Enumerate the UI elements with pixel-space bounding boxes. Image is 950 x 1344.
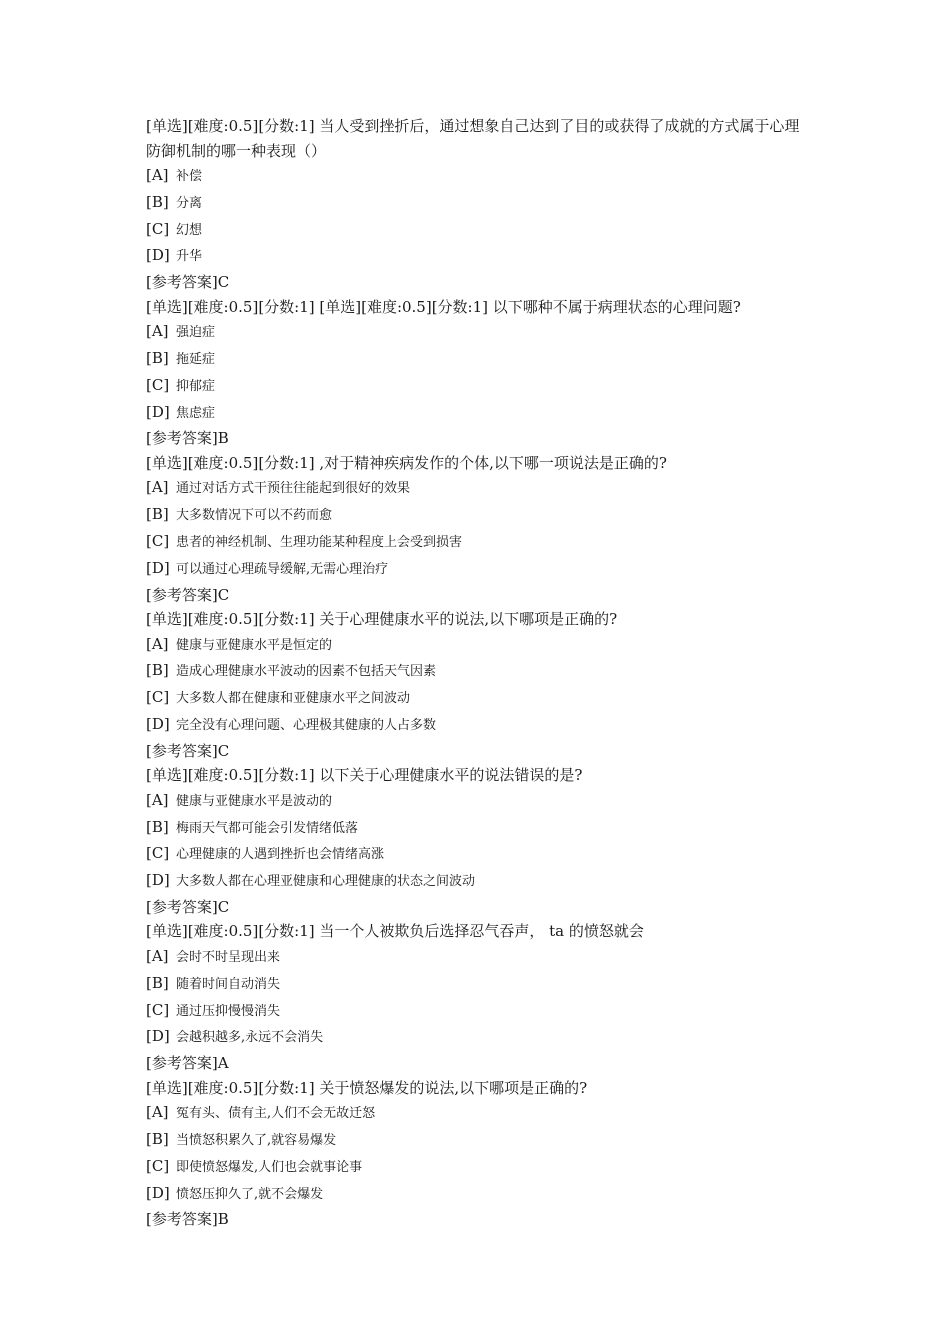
reference-answer: [参考答案]A [146,1054,229,1073]
option-text: 通过压抑慢慢消失 [176,1003,281,1019]
option-text: 健康与亚健康水平是恒定的 [176,637,333,653]
answer-option [146,529,806,556]
option-letter: [C] [146,844,170,863]
answer-option [146,685,806,712]
option-letter: [B] [146,973,169,992]
option-text: 可以通过心理疏导缓解,无需心理治疗 [176,561,389,577]
option-text: 大多数情况下可以不药而愈 [176,508,333,524]
option-letter: [A] [146,1103,169,1122]
option-letter: [D] [146,871,170,890]
reference-answer: [参考答案]C [146,741,230,760]
option-text: 完全没有心理问题、心理极其健康的人占多数 [176,717,437,733]
answer-option [146,190,806,217]
option-text: 会时不时呈现出来 [176,949,281,965]
answer-option [146,1100,806,1127]
question-block [146,451,806,607]
option-text: 即使愤怒爆发,人们也会就事论事 [176,1159,363,1175]
answer-option [146,712,806,739]
option-text: 当愤怒积累久了,就容易爆发 [176,1132,337,1148]
answer-option [146,788,806,815]
answer-option [146,815,806,842]
option-text: 大多数人都在心理亚健康和心理健康的状态之间波动 [176,874,476,890]
question-stem: [单选][难度:0.5][分数:1] 当一个人被欺负后选择忍气吞声， ta 的愤怒就会 [146,922,644,941]
answer-option [146,373,806,400]
option-text: 造成心理健康水平波动的因素不包括天气因素 [176,664,437,680]
option-text: 愤怒压抑久了,就不会爆发 [176,1186,324,1202]
answer-option [146,319,806,346]
option-letter: [B] [146,505,169,524]
option-text: 冤有头、债有主,人们不会无故迁怒 [176,1106,376,1122]
option-letter: [A] [146,166,169,184]
answer-option [146,243,806,270]
answer-option [146,163,806,190]
question-stem: [单选][难度:0.5][分数:1] 以下关于心理健康水平的说法错误的是? [146,766,583,785]
question-block [146,763,806,919]
option-text: 心理健康的人遇到挫折也会情绪高涨 [176,847,385,863]
answer-option [146,971,806,998]
question-document [146,114,806,1232]
question-stem: [单选][难度:0.5][分数:1] 关于心理健康水平的说法,以下哪项是正确的? [146,610,618,629]
option-text: 拖延症 [176,351,216,367]
option-letter: [D] [146,246,170,265]
option-letter: [B] [146,1129,169,1148]
option-text: 大多数人都在健康和亚健康水平之间波动 [176,691,411,707]
option-letter: [C] [146,688,170,707]
option-text: 患者的神经机制、生理功能某种程度上会受到损害 [176,534,463,550]
answer-option [146,944,806,971]
answer-option [146,346,806,373]
question-block [146,919,806,1075]
option-letter: [B] [146,817,169,836]
reference-answer: [参考答案]C [146,585,230,604]
option-text: 随着时间自动消失 [176,976,281,992]
option-letter: [B] [146,348,169,367]
answer-option [146,998,806,1025]
option-letter: [A] [146,322,169,341]
answer-option [146,841,806,868]
option-text: 通过对话方式干预往往能起到很好的效果 [176,481,411,497]
answer-option [146,400,806,427]
answer-option [146,556,806,583]
option-text: 会越积越多,永远不会消失 [176,1030,324,1046]
option-text: 分离 [176,195,203,211]
question-stem: [单选][难度:0.5][分数:1] 关于愤怒爆发的说法,以下哪项是正确的? [146,1078,588,1097]
option-letter: [C] [146,219,170,238]
option-letter: [A] [146,634,169,653]
question-stem: [单选][难度:0.5][分数:1] ,对于精神疾病发作的个体,以下哪一项说法是正确的? [146,453,667,472]
option-text: 健康与亚健康水平是波动的 [176,793,333,809]
option-letter: [B] [146,661,169,680]
question-stem: [单选][难度:0.5][分数:1] [单选][难度:0.5][分数:1] 以下哪种不属于病理状态的心理问题? [146,297,741,316]
option-letter: [A] [146,478,169,497]
question-block [146,114,806,295]
option-letter: [D] [146,1027,170,1046]
option-text: 抑郁症 [176,378,216,394]
option-text: 补偿 [176,169,203,184]
answer-option [146,1181,806,1208]
question-block [146,295,806,451]
option-letter: [D] [146,558,170,577]
option-text: 焦虑症 [176,405,216,421]
option-letter: [C] [146,1000,170,1019]
answer-option [146,632,806,659]
option-text: 升华 [176,249,203,265]
option-letter: [D] [146,1183,170,1202]
option-letter: [C] [146,375,170,394]
option-letter: [C] [146,1156,170,1175]
answer-option [146,658,806,685]
option-letter: [D] [146,714,170,733]
option-letter: [B] [146,192,169,211]
reference-answer: [参考答案]C [146,897,230,916]
answer-option [146,1024,806,1051]
question-block [146,1076,806,1232]
answer-option [146,1154,806,1181]
reference-answer: [参考答案]C [146,273,230,292]
question-stem: [单选][难度:0.5][分数:1] 当人受到挫折后，通过想象自己达到了目的或获得了成就的方式属于心理防御机制的哪一种表现（） [146,117,800,160]
option-text: 强迫症 [176,325,216,341]
option-letter: [A] [146,946,169,965]
option-text: 梅雨天气都可能会引发情绪低落 [176,820,359,836]
reference-answer: [参考答案]B [146,1210,229,1229]
answer-option [146,868,806,895]
answer-option [146,475,806,502]
answer-option [146,502,806,529]
option-letter: [A] [146,790,169,809]
option-text: 幻想 [176,222,203,238]
answer-option [146,217,806,244]
question-block [146,607,806,763]
answer-option [146,1127,806,1154]
reference-answer: [参考答案]B [146,429,229,448]
option-letter: [C] [146,531,170,550]
option-letter: [D] [146,402,170,421]
